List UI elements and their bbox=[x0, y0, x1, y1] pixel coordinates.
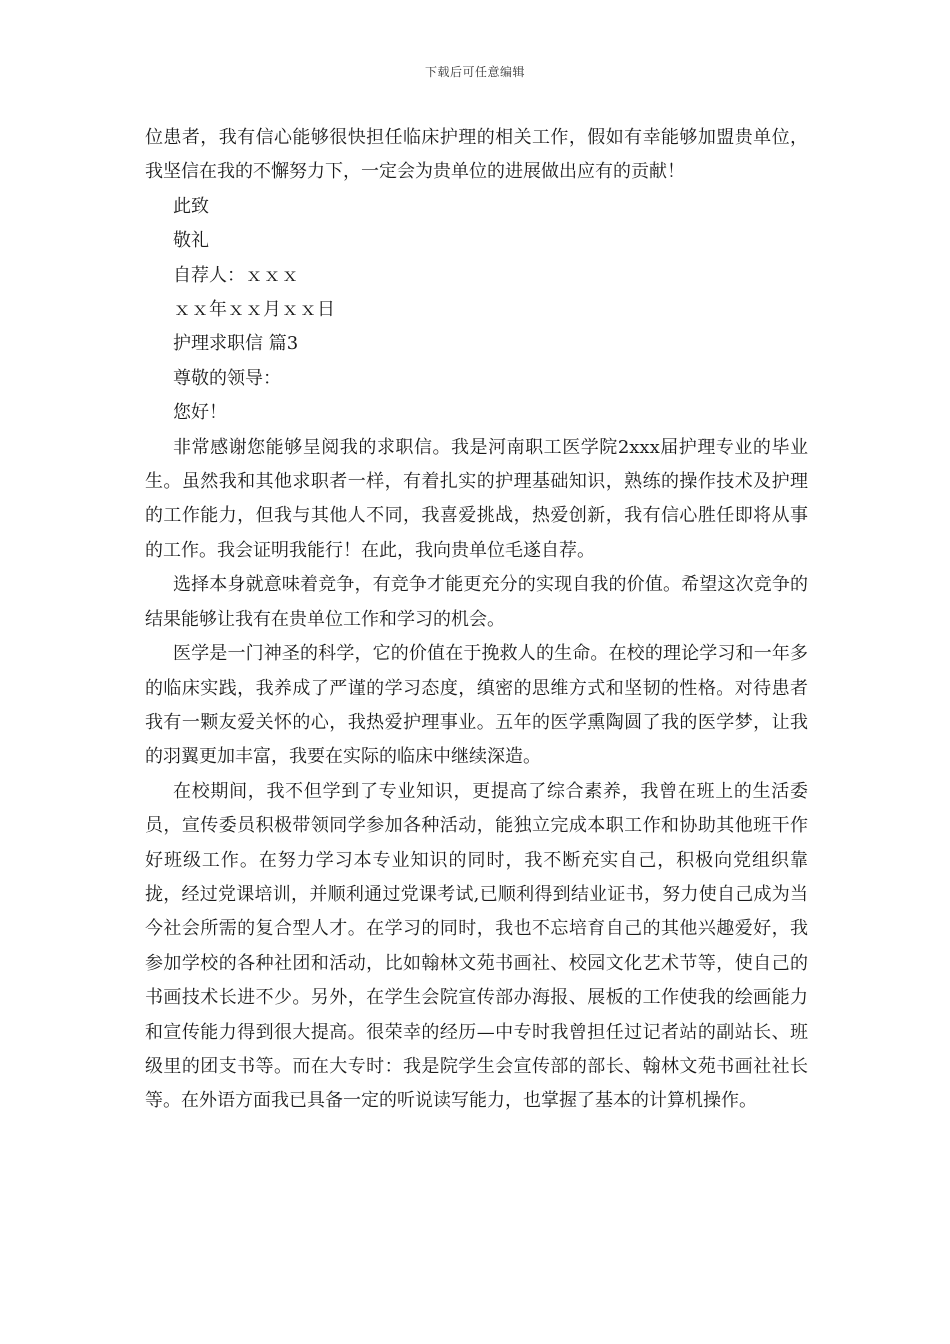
greeting: 您好！ bbox=[173, 402, 227, 424]
body-paragraph: 在校期间，我不但学到了专业知识，更提高了综合素养，我曾在班上的生活委员，宣传委员积极带领同学参加各种活动，能独立完成本职工作和协助其他班干作好班级工作。在努力学习本专业知识的同时，我不断充实自己，积极向党组织靠拢，经过党课培训，并顺利通过党课考试,已顺利得到结业证书，努力使自己成为当今社会所需的复合型人才。在学习的同时，我也不忘培育自己的其他兴趣爱好，我参加学校的各种社团和活动，比如翰林文苑书画社、校园文化艺术节等，使自己的书画技术长进不少。另外，在学生会院宣传部办海报、展板的工作使我的绘画能力和宣传能力得到很大提高。很荣幸的经历—中专时我曾担任过记者站的副站长、班级里的团支书等。而在大专时：我是院学生会宣传部的部长、翰林文苑书画社社长等。在外语方面我已具备一定的听说读写能力，也掌握了基本的计算机操作。 bbox=[145, 780, 808, 1112]
body-paragraph: 选择本身就意味着竞争，有竞争才能更充分的实现自我的价值。希望这次竞争的结果能够让我有在贵单位工作和学习的机会。 bbox=[145, 574, 808, 630]
closing-line-1: 此致 bbox=[173, 195, 209, 217]
section-title: 护理求职信 篇3 bbox=[173, 333, 299, 355]
salutation: 尊敬的领导： bbox=[173, 367, 281, 389]
closing-line-2: 敬礼 bbox=[173, 230, 209, 252]
page-header: 下载后可任意编辑 bbox=[424, 65, 525, 79]
body-paragraph: 医学是一门神圣的科学，它的价值在于挽救人的生命。在校的理论学习和一年多的临床实践，我养成了严谨的学习态度，缜密的思维方式和坚韧的性格。对待患者我有一颗友爱关怀的心，我热爱护理事业。五年的医学熏陶圆了我的医学梦，让我的羽翼更加丰富，我要在实际的临床中继续深造。 bbox=[145, 643, 808, 768]
signer-line: 自荐人：ｘｘｘ bbox=[173, 264, 299, 286]
document-body bbox=[145, 121, 808, 1119]
continuation-paragraph: 位患者，我有信心能够很快担任临床护理的相关工作，假如有幸能够加盟贵单位，我坚信在我的不懈努力下，一定会为贵单位的进展做出应有的贡献！ bbox=[145, 127, 808, 183]
body-paragraph: 非常感谢您能够呈阅我的求职信。我是河南职工医学院2xxx届护理专业的毕业生。虽然我和其他求职者一样，有着扎实的护理基础知识，熟练的操作技术及护理的工作能力，但我与其他人不同，我喜爱挑战，热爱创新，我有信心胜任即将从事的工作。我会证明我能行！在此，我向贵单位毛遂自荐。 bbox=[145, 436, 808, 561]
date-line: ｘｘ年ｘｘ月ｘｘ日 bbox=[173, 299, 335, 321]
